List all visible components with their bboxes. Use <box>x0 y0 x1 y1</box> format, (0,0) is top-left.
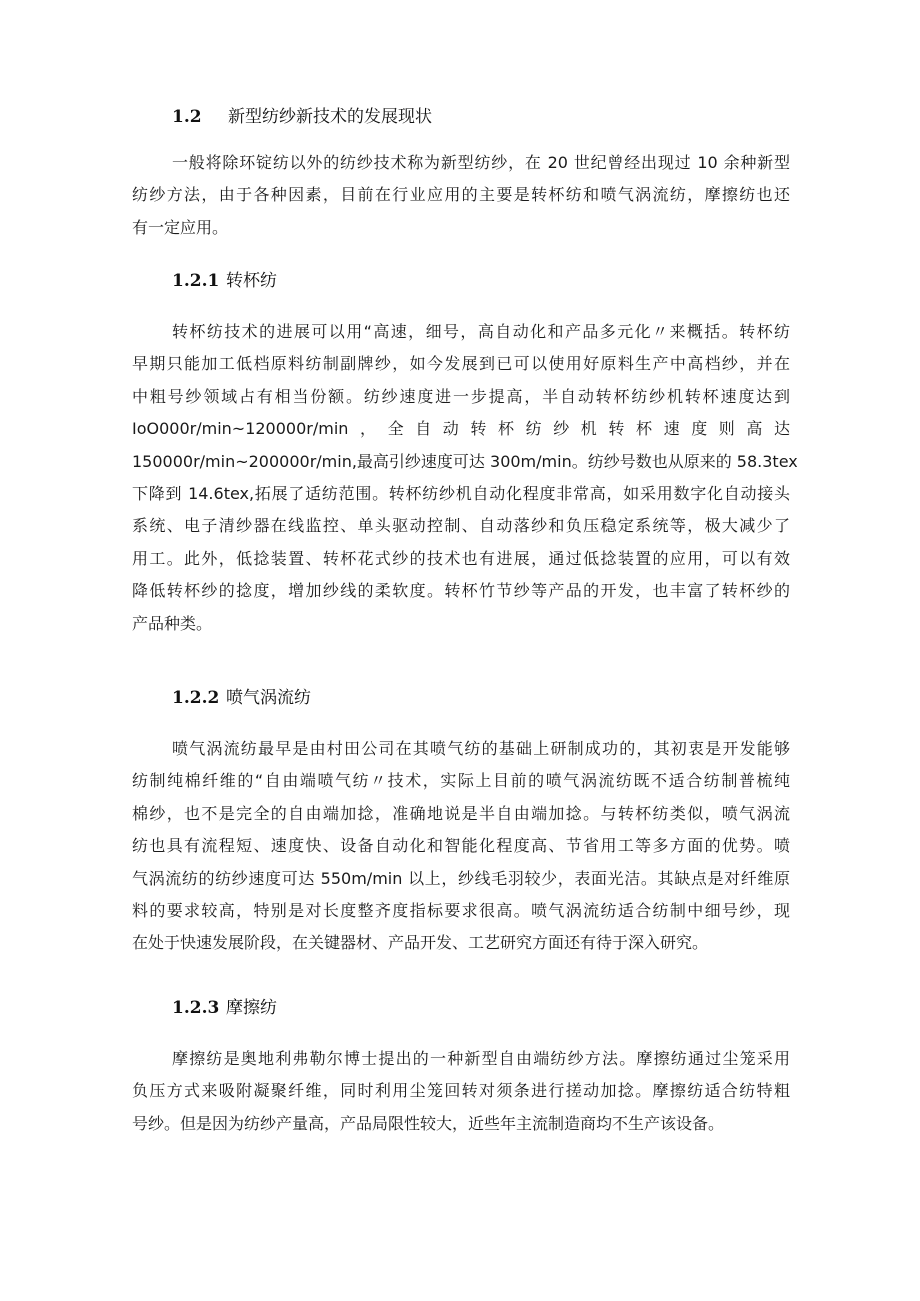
text-line: IoO000r∕min~120000r∕min，全自动转杯纺纱机转杯速度则高达 <box>132 419 790 439</box>
paragraph-1-2 <box>132 147 790 244</box>
text-line: 在处于快速发展阶段，在关键器材、产品开发、工艺研究方面还有待于深入研究。 <box>132 933 709 953</box>
text-line: 系统、电子清纱器在线监控、单头驱动控制、自动落纱和负压稳定系统等，极大减少了 <box>132 516 790 536</box>
section-heading-1-2-3 <box>172 997 277 1019</box>
text-line: 负压方式来吸附凝聚纤维，同时利用尘笼回转对须条进行搓动加捻。摩擦纺适合纺特粗 <box>132 1081 790 1101</box>
text-line: 纺制纯棉纤维的“自由端喷气纺〃技术，实际上目前的喷气涡流纺既不适合纺制普梳纯 <box>132 771 790 791</box>
text-line: 纺也具有流程短、速度快、设备自动化和智能化程度高、节省用工等多方面的优势。喷 <box>132 836 790 856</box>
section-title: 喷气涡流纺 <box>226 688 311 708</box>
text-line: 料的要求较高，特别是对长度整齐度指标要求很高。喷气涡流纺适合纺制中细号纱，现 <box>132 901 790 921</box>
section-number: 1.2.3 <box>172 998 220 1018</box>
section-title: 摩擦纺 <box>226 998 277 1018</box>
text-line: 摩擦纺是奥地利弗勒尔博士提出的一种新型自由端纺纱方法。摩擦纺通过尘笼采用 <box>172 1049 790 1068</box>
text-line: 降低转杯纱的捻度，增加纱线的柔软度。转杯竹节纱等产品的开发，也丰富了转杯纱的 <box>132 581 790 601</box>
text-line: 中粗号纱领域占有相当份额。纺纱速度进一步提高，半自动转杯纺纱机转杯速度达到 <box>132 386 790 406</box>
section-number: 1.2 <box>172 107 202 127</box>
text-line: 一般将除环锭纺以外的纺纱技术称为新型纺纱，在 20 世纪曾经出现过 10 余种新型 <box>172 153 790 172</box>
paragraph-1-2-1 <box>132 316 798 640</box>
text-line: 早期只能加工低档原料纺制副牌纱，如今发展到已可以使用好原料生产中高档纱，并在 <box>132 354 790 374</box>
text-line: 下降到 14.6tex,拓展了适纺范围。转杯纺纱机自动化程度非常高，如采用数字化自动接头 <box>132 484 790 504</box>
section-title: 新型纺纱新技术的发展现状 <box>228 107 432 127</box>
text-line: 号纱。但是因为纺纱产量高，产品局限性较大，近些年主流制造商均不生产该设备。 <box>132 1113 725 1133</box>
paragraph-1-2-2 <box>132 733 790 960</box>
section-number: 1.2.1 <box>172 271 220 291</box>
section-number: 1.2.2 <box>172 688 220 708</box>
text-line: 有一定应用。 <box>132 217 229 237</box>
paragraph-1-2-3 <box>132 1043 790 1140</box>
text-line: 棉纱，也不是完全的自由端加捻，准确地说是半自由端加捻。与转杯纺类似，喷气涡流 <box>132 803 790 823</box>
section-heading-1-2 <box>172 106 432 128</box>
text-line: 用工。此外，低捻装置、转杯花式纱的技术也有进展，通过低捻装置的应用，可以有效 <box>132 548 790 568</box>
text-line: 纺纱方法，由于各种因素，目前在行业应用的主要是转杯纺和喷气涡流纺，摩擦纺也还 <box>132 185 790 205</box>
text-line: 150000r∕min~200000r∕min,最高引纱速度可达 300m/min。纺纱号数也从原来的 58.3tex <box>132 451 798 471</box>
section-heading-1-2-1 <box>172 270 277 292</box>
text-line: 转杯纺技术的进展可以用“高速，细号，高自动化和产品多元化〃来概括。转杯纺 <box>172 322 790 341</box>
text-line: 产品种类。 <box>132 613 213 633</box>
text-line: 喷气涡流纺最早是由村田公司在其喷气纺的基础上研制成功的，其初衷是开发能够 <box>172 739 790 758</box>
section-heading-1-2-2 <box>172 687 311 709</box>
text-line: 气涡流纺的纺纱速度可达 550m/min 以上，纱线毛羽较少，表面光洁。其缺点是对纤维原 <box>132 868 790 888</box>
section-title: 转杯纺 <box>226 271 277 291</box>
